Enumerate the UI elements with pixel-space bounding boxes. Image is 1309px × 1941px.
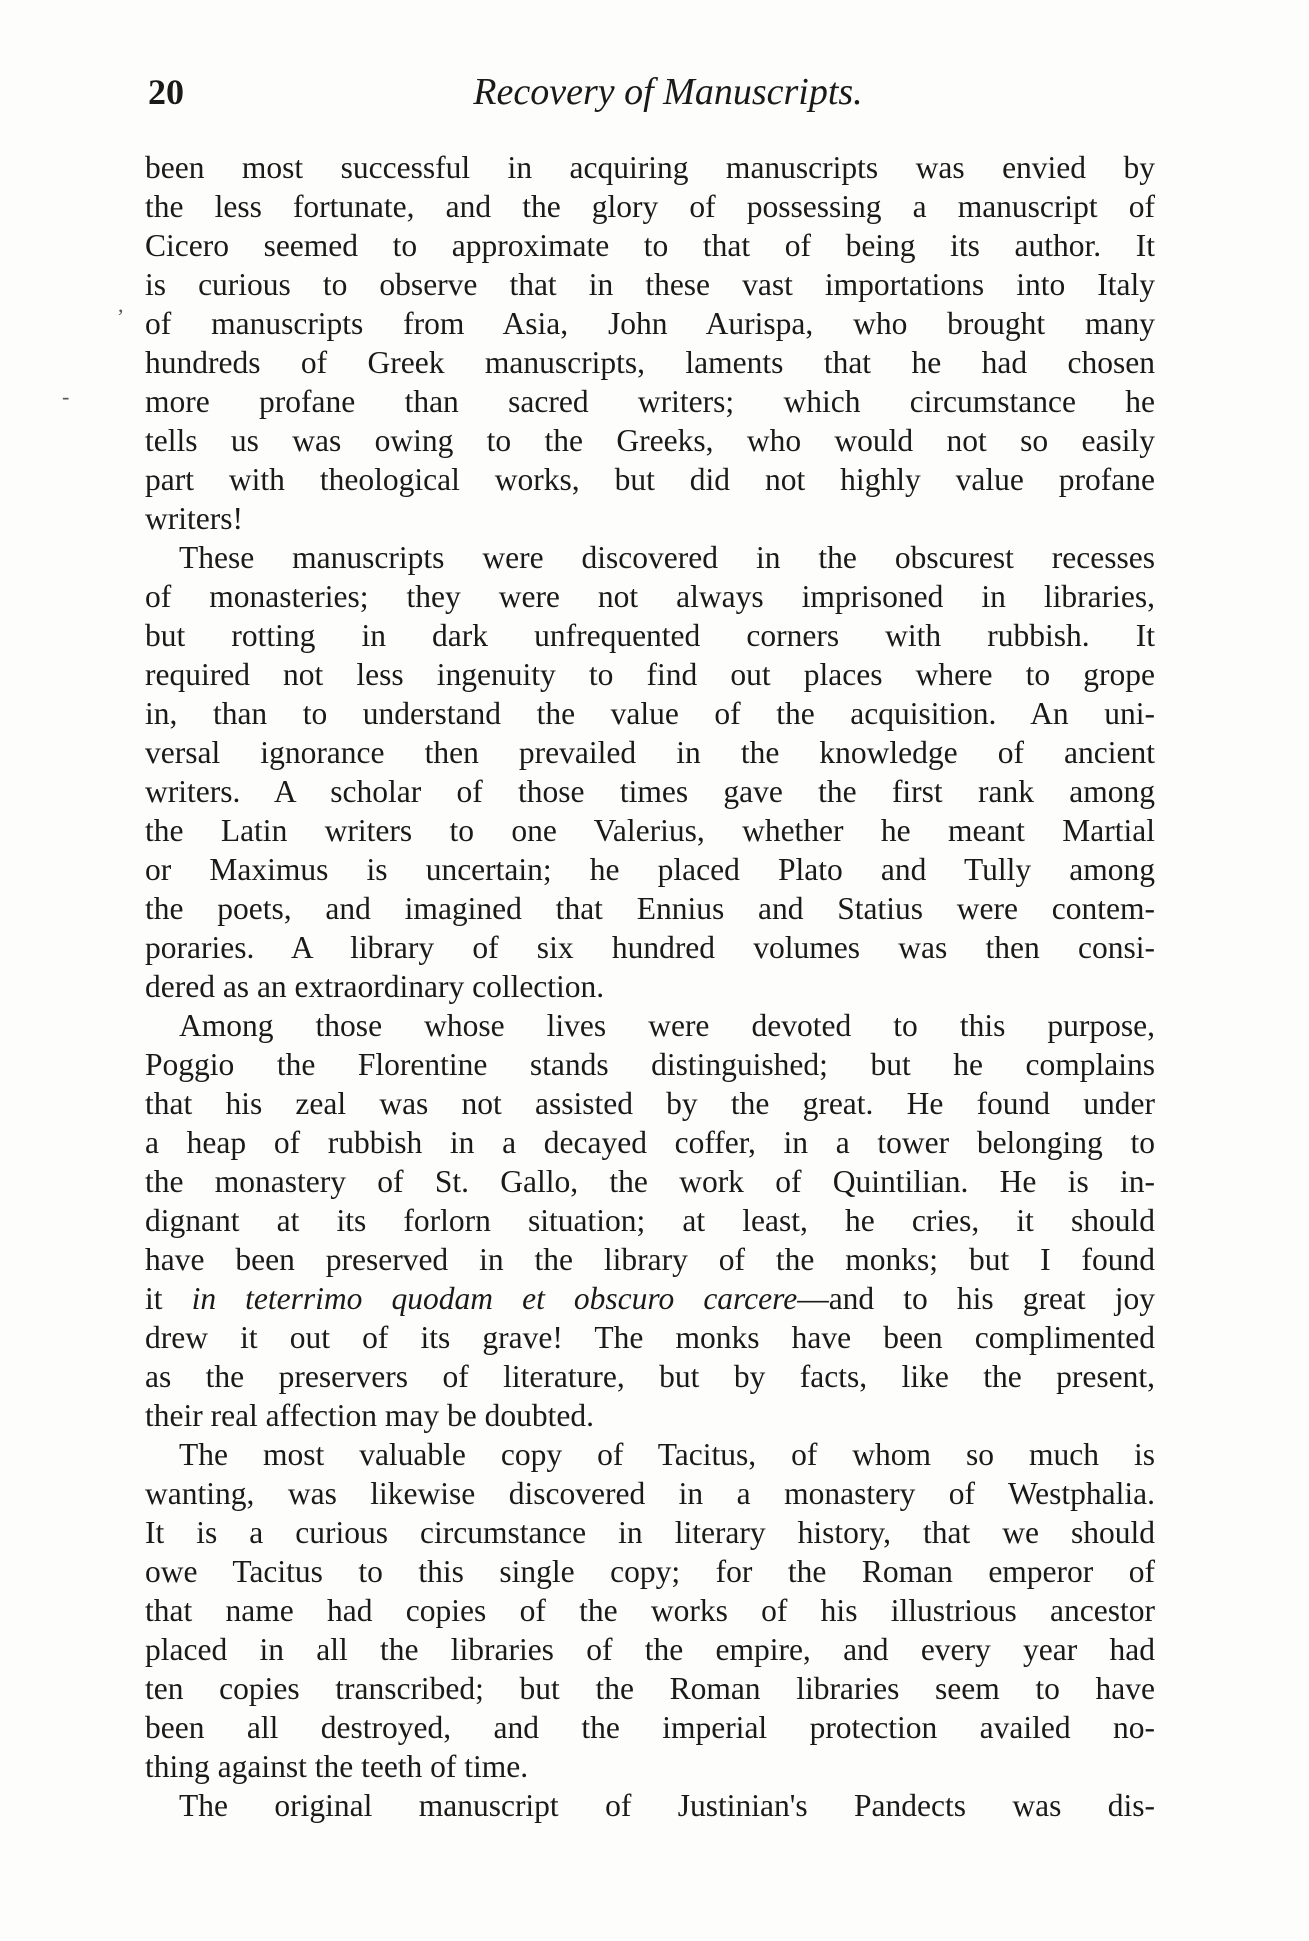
text-line: the less fortunate, and the glory of possessing a manuscript of [145,189,1155,224]
text-line: writers. A scholar of those times gave the first rank among [145,774,1155,809]
text-line: a heap of rubbish in a decayed coffer, in a tower belonging to [145,1125,1155,1160]
text-line-paragraph-start: Among those whose lives were devoted to this purpose, [179,1008,1155,1043]
text-line-paragraph-start: These manuscripts were discovered in the obscurest recesses [179,540,1155,575]
text-line: owe Tacitus to this single copy; for the Roman emperor of [145,1554,1155,1589]
text-line: part with theological works, but did not highly value profane [145,462,1155,497]
text-line: more profane than sacred writers; which circumstance he [145,384,1155,419]
text-line: or Maximus is uncertain; he placed Plato and Tully among [145,852,1155,887]
text-line: is curious to observe that in these vast importations into Italy [145,267,1155,302]
text-line: have been preserved in the library of the monks; but I found [145,1242,1155,1277]
text-line: placed in all the libraries of the empire, and every year had [145,1632,1155,1667]
text-line: ten copies transcribed; but the Roman libraries seem to have [145,1671,1155,1706]
text-line: been most successful in acquiring manuscripts was envied by [145,150,1155,185]
text-line-paragraph-end: writers! [145,501,243,536]
text-line-paragraph-start: The most valuable copy of Tacitus, of whom so much is [179,1437,1155,1472]
text-line: the Latin writers to one Valerius, whether he meant Martial [145,813,1155,848]
text-line: as the preservers of literature, but by facts, like the present, [145,1359,1155,1394]
text-line: Cicero seemed to approximate to that of being its author. It [145,228,1155,263]
line-prefix: it [145,1281,192,1316]
text-line: that his zeal was not assisted by the great. He found under [145,1086,1155,1121]
text-line: drew it out of its grave! The monks have been complimented [145,1320,1155,1355]
text-line: wanting, was likewise discovered in a monastery of Westphalia. [145,1476,1155,1511]
body-text [145,148,1155,1825]
text-line-with-latin-quote [145,1279,1155,1318]
text-line: Poggio the Florentine stands distinguished; but he complains [145,1047,1155,1082]
text-line: It is a curious circumstance in literary history, that we should [145,1515,1155,1550]
text-line: dignant at its forlorn situation; at least, he cries, it should [145,1203,1155,1238]
margin-dash-mark: - [62,384,70,409]
text-line-paragraph-end: dered as an extraordinary collection. [145,969,605,1004]
margin-tick-mark: , [118,292,124,317]
text-line: the monastery of St. Gallo, the work of Quintilian. He is in- [145,1164,1155,1199]
line-suffix: —and to his great joy [797,1281,1155,1316]
text-line-paragraph-start: The original manuscript of Justinian's Pandects was dis- [179,1788,1155,1823]
page-header [148,62,1148,122]
text-line: of manuscripts from Asia, John Aurispa, who brought many [145,306,1155,341]
text-line: that name had copies of the works of his illustrious ancestor [145,1593,1155,1628]
text-line: of monasteries; they were not always imprisoned in libraries, [145,579,1155,614]
text-line: been all destroyed, and the imperial protection availed no- [145,1710,1155,1745]
text-line: required not less ingenuity to find out places where to grope [145,657,1155,692]
text-line-paragraph-end: their real affection may be doubted. [145,1398,594,1433]
text-line: in, than to understand the value of the acquisition. An uni- [145,696,1155,731]
page-number: 20 [148,72,184,112]
latin-quotation: in teterrimo quodam et obscuro carcere [191,1281,798,1316]
text-line: but rotting in dark unfrequented corners with rubbish. It [145,618,1155,653]
text-line-paragraph-end: thing against the teeth of time. [145,1749,529,1784]
running-title: Recovery of Manuscripts. [473,71,863,113]
text-line: the poets, and imagined that Ennius and Statius were contem- [145,891,1155,926]
text-line: poraries. A library of six hundred volumes was then consi- [145,930,1155,965]
text-line: hundreds of Greek manuscripts, laments that he had chosen [145,345,1155,380]
text-line: versal ignorance then prevailed in the knowledge of ancient [145,735,1155,770]
text-line: tells us was owing to the Greeks, who would not so easily [145,423,1155,458]
